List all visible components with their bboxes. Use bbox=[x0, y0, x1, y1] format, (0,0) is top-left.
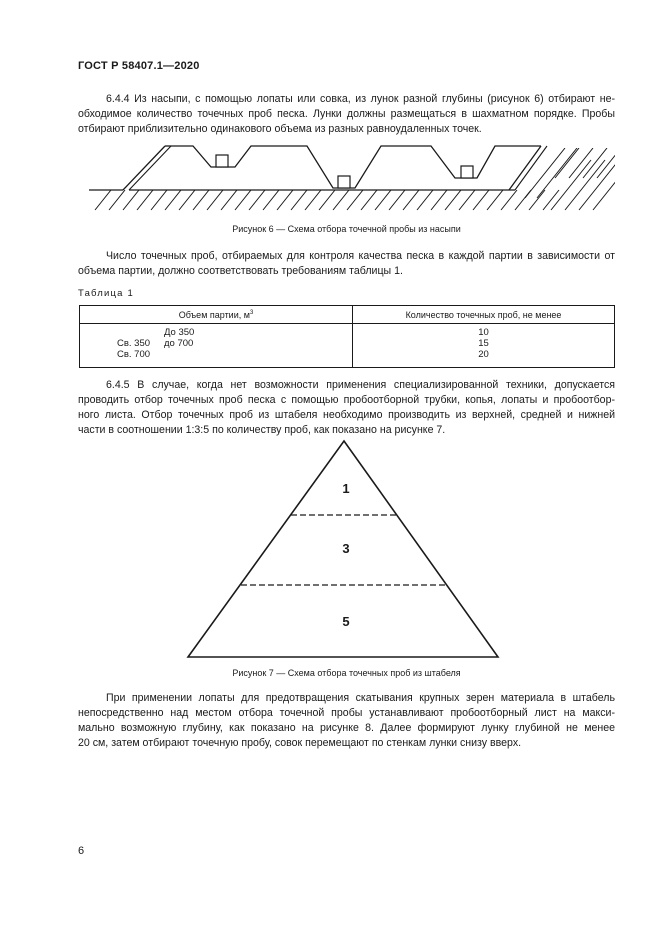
sample-box-medium bbox=[461, 166, 473, 178]
point-count: 15 bbox=[478, 338, 489, 349]
volume-prefix: Св. 350 bbox=[117, 338, 151, 349]
text-line: объема партии, должно соответствовать требованиям таблицы 1. bbox=[78, 265, 403, 277]
figure-7-pyramid bbox=[185, 438, 503, 660]
section-6-4-5 bbox=[78, 378, 615, 438]
zone-label-middle: 3 bbox=[342, 541, 350, 556]
table-header-row bbox=[80, 306, 615, 324]
paragraph-shovel bbox=[78, 691, 615, 751]
page-number: 6 bbox=[78, 845, 85, 857]
text-line: обходимое количество точечных проб песка. Лунки должны размещаться в шахматном порядке. Пробы bbox=[78, 108, 615, 120]
text-line: ного листа. Отбор точечных проб из штабеля необходимо производить из верхней, средней и нижней bbox=[78, 409, 615, 421]
zone-label-bottom: 5 bbox=[342, 614, 350, 629]
text-line: При применении лопаты для предотвращения скатывания крупных зерен материала в штабель bbox=[106, 692, 615, 704]
count-cell bbox=[353, 324, 615, 368]
figure-6-caption: Рисунок 6 — Схема отбора точечной пробы из насыпи bbox=[232, 224, 461, 234]
text-line: 20 см, затем отбирают точечную пробу, совок перемещают по стенкам лунки снизу вверх. bbox=[78, 737, 522, 749]
figure-7-caption: Рисунок 7 — Схема отбора точечных проб из штабеля bbox=[232, 668, 461, 678]
column-header-volume: Объем партии, $м^3$ bbox=[80, 306, 353, 324]
point-count: 20 bbox=[478, 349, 489, 360]
volume-range: До 350 bbox=[164, 327, 195, 338]
text-line: Число точечных проб, отбираемых для контроля качества песка в каждой партии в зависимости от bbox=[106, 250, 615, 262]
table-1-label: Таблица 1 bbox=[78, 288, 134, 299]
point-count: 10 bbox=[478, 327, 489, 338]
table-row bbox=[80, 324, 615, 368]
sample-box-deep bbox=[338, 176, 350, 188]
text-line: 6.4.4 Из насыпи, с помощью лопаты или совка, из лунок разной глубины (рисунок 6) отбирают не- bbox=[106, 93, 615, 105]
text-line: части в соотношении 1:3:5 по количеству проб, как показано на рисунке 7. bbox=[78, 424, 446, 436]
column-header-count: Количество точечных проб, не менее bbox=[353, 306, 615, 324]
zone-label-top: 1 bbox=[342, 481, 350, 496]
sample-box-shallow bbox=[216, 155, 228, 167]
volume-cell bbox=[80, 324, 353, 368]
text-line: непосредственно над местом отбора точечной пробы устанавливают пробоотборный лист на макси- bbox=[78, 707, 615, 719]
paragraph-point-count bbox=[78, 249, 615, 279]
text-line: отбирают приблизительно одинакового объема из разных равноудаленных точек. bbox=[78, 123, 482, 135]
text-line: проводить отбор точечных проб песка с помощью пробоотборной трубки, копья, лопаты и пробоотбор- bbox=[78, 394, 615, 406]
document-header: ГОСТ Р 58407.1—2020 bbox=[78, 60, 200, 72]
volume-range: до 700 bbox=[164, 338, 194, 349]
text-line: мально возможную глубину, как показано на рисунке 8. Далее формируют лунку глубиной не менее bbox=[78, 722, 615, 734]
text-line: 6.4.5 В случае, когда нет возможности применения специализированной техники, допускается bbox=[106, 379, 615, 391]
section-6-4-4 bbox=[78, 92, 615, 137]
volume-prefix: Св. 700 bbox=[117, 349, 151, 360]
ground-hatching bbox=[95, 148, 615, 210]
table-1 bbox=[79, 305, 615, 368]
figure-6-diagram bbox=[85, 138, 615, 218]
